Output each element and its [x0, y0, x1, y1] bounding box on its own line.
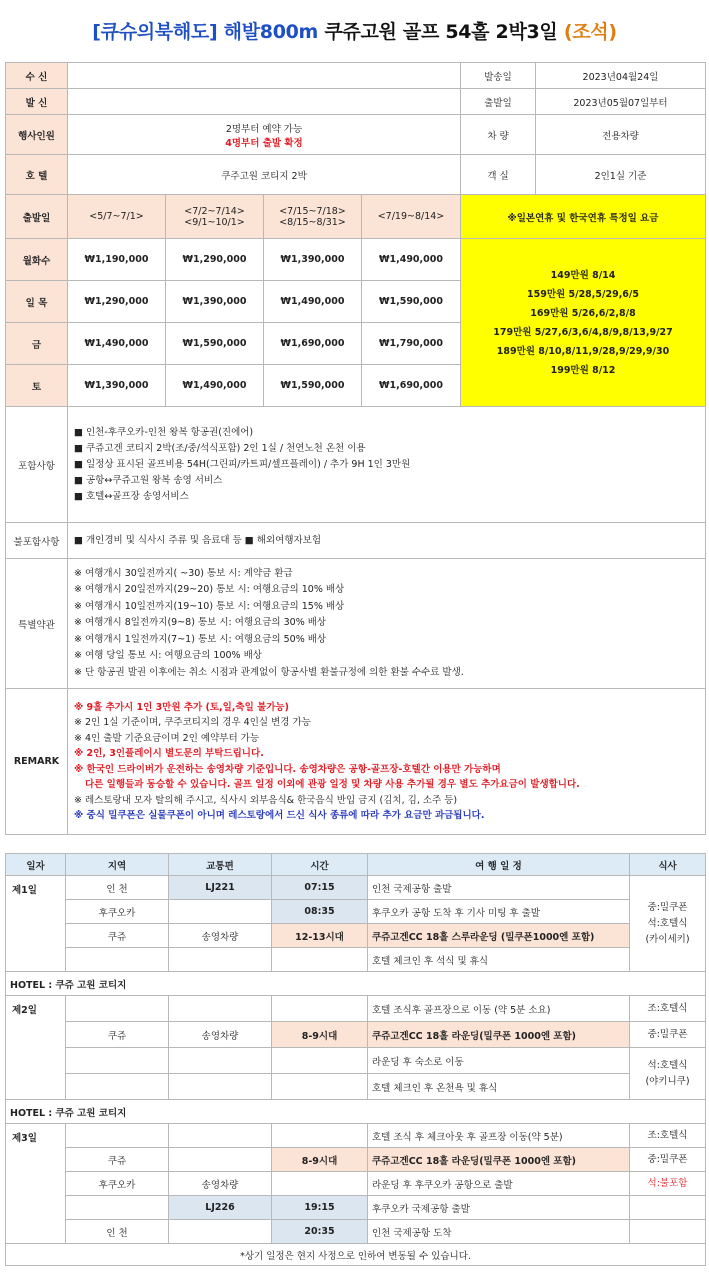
plan: 후쿠오카 국제공항 출발 — [368, 1196, 630, 1220]
period-2-line2: <9/1~10/1> — [184, 216, 245, 228]
page-title — [0, 14, 709, 50]
empty — [66, 948, 169, 972]
region: 인 천 — [66, 1220, 169, 1244]
time: 8-9시대 — [272, 1022, 368, 1048]
period-2 — [166, 195, 264, 239]
meal: (카이세키) — [645, 933, 690, 945]
plan: 쿠쥬고겐CC 18홀 스루라운딩 (밀쿠폰1000엔 포함) — [368, 924, 630, 948]
group-value — [68, 115, 461, 155]
empty — [66, 1124, 169, 1148]
terms-item: ※ 여행개시 30일전까지( ~30) 통보 시: 계약금 환급 — [74, 567, 293, 579]
empty — [272, 1124, 368, 1148]
transport: 송영차량 — [169, 1172, 272, 1196]
region: 후쿠오카 — [66, 900, 169, 924]
remark-label: REMARK — [6, 689, 68, 835]
header-transport: 교통편 — [169, 854, 272, 876]
empty — [169, 1074, 272, 1100]
period-3-line2: <8/15~8/31> — [279, 216, 346, 228]
recipient-label: 수 신 — [6, 63, 68, 89]
empty — [169, 1220, 272, 1244]
remark-item: ※ 한국인 드라이버가 운전하는 송영차량 기준입니다. 송영차량은 공항-골프장-호텔간 이용만 가능하며 — [74, 763, 501, 775]
vehicle-value: 전용차량 — [536, 115, 706, 155]
day-label: 제2일 — [6, 996, 66, 1100]
price-cell: ₩1,490,000 — [68, 323, 166, 365]
includes-item: ■ 일정상 표시된 골프비용 54H(그린피/카트피/셀프플레이) / 추가 9H 1인 3만원 — [74, 458, 411, 470]
price-cell: ₩1,590,000 — [264, 365, 362, 407]
meal: 중:밀쿠폰 — [630, 1022, 706, 1048]
meal: 석:불포함 — [630, 1172, 706, 1196]
price-cell: ₩1,790,000 — [362, 323, 461, 365]
region: 후쿠오카 — [66, 1172, 169, 1196]
vehicle-label: 차 량 — [461, 115, 536, 155]
sent-date-label: 발송일 — [461, 63, 536, 89]
empty — [272, 996, 368, 1022]
depart-date-value: 2023년05월07일부터 — [536, 89, 706, 115]
price-cell: ₩1,490,000 — [362, 239, 461, 281]
plan: 후쿠오카 공항 도착 후 기사 미팅 후 출발 — [368, 900, 630, 924]
empty — [66, 1196, 169, 1220]
flight: LJ221 — [169, 876, 272, 900]
meal: 석:호텔식 — [647, 917, 688, 929]
recipient-value — [68, 63, 461, 89]
sender-label: 발 신 — [6, 89, 68, 115]
excludes-label: 불포함사항 — [6, 523, 68, 559]
price-cell: ₩1,490,000 — [166, 365, 264, 407]
price-row-label: 금 — [6, 323, 68, 365]
price-cell: ₩1,290,000 — [68, 281, 166, 323]
excludes-text: ■ 개인경비 및 식사시 주류 및 음료대 등 ■ 해외여행자보험 — [68, 523, 706, 559]
remark-list — [68, 689, 706, 835]
time: 8-9시대 — [272, 1148, 368, 1172]
sender-value — [68, 89, 461, 115]
includes-item: ■ 쿠쥬고겐 코티지 2박(조/중/석식포함) 2인 1실 / 천연노천 온천 이용 — [74, 442, 366, 454]
footnote: *상기 일정은 현지 사정으로 인하여 변동될 수 있습니다. — [6, 1244, 706, 1266]
time: 12-13시대 — [272, 924, 368, 948]
price-cell: ₩1,290,000 — [166, 239, 264, 281]
remark-item: ※ 9홀 추가시 1인 3만원 추가 (토,일,축일 불가능) — [74, 701, 289, 713]
includes-list — [68, 407, 706, 523]
transport: 송영차량 — [169, 924, 272, 948]
price-cell: ₩1,390,000 — [68, 365, 166, 407]
plan: 라운딩 후 숙소로 이동 — [368, 1048, 630, 1074]
empty — [169, 1048, 272, 1074]
empty — [169, 1148, 272, 1172]
depart-date-label: 출발일 — [461, 89, 536, 115]
empty — [272, 1074, 368, 1100]
period-4-line: <7/19~8/14> — [377, 211, 445, 222]
meal: 중:밀쿠폰 — [647, 901, 688, 913]
includes-label: 포함사항 — [6, 407, 68, 523]
empty — [272, 1172, 368, 1196]
special-rate-item: 159만원 5/28,5/29,6/5 — [527, 288, 639, 300]
empty — [169, 996, 272, 1022]
terms-item: ※ 여행개시 1일전까지(7~1) 통보 시: 여행요금의 50% 배상 — [74, 633, 327, 645]
terms-label: 특별약관 — [6, 559, 68, 689]
remark-item: ※ 2인 1실 기준이며, 쿠주코티지의 경우 4인실 변경 가능 — [74, 717, 311, 728]
empty — [272, 948, 368, 972]
price-cell: ₩1,690,000 — [264, 323, 362, 365]
price-cell: ₩1,590,000 — [362, 281, 461, 323]
terms-item: ※ 여행 당일 통보 시: 여행요금의 100% 배상 — [74, 650, 262, 662]
period-4 — [362, 195, 461, 239]
transport: 송영차량 — [169, 1022, 272, 1048]
remark-item: 다른 일행들과 동승할 수 있습니다. 골프 일정 이외에 관광 일정 및 차량 사용 추가될 경우 별도 추가요금이 발생합니다. — [85, 779, 580, 790]
day-label: 제1일 — [6, 876, 66, 972]
time: 19:15 — [272, 1196, 368, 1220]
empty — [169, 900, 272, 924]
empty — [630, 1220, 706, 1244]
price-cell: ₩1,490,000 — [264, 281, 362, 323]
includes-item: ■ 호텔↔골프장 송영서비스 — [74, 490, 189, 502]
special-rate-title: ※일본연휴 및 한국연휴 특정일 요금 — [461, 195, 706, 239]
group-min: 2명부터 예약 가능 — [225, 123, 303, 135]
period-2-line1: <7/2~7/14> — [184, 205, 245, 217]
special-rate-item: 199만원 8/12 — [550, 364, 616, 376]
group-label: 행사인원 — [6, 115, 68, 155]
period-1 — [68, 195, 166, 239]
terms-item: ※ 여행개시 8일전까지(9~8) 통보 시: 여행요금의 30% 배상 — [74, 617, 327, 629]
time: 20:35 — [272, 1220, 368, 1244]
meal: 조:호텔식 — [630, 1124, 706, 1148]
special-rate-item: 149만원 8/14 — [550, 269, 616, 281]
hotel-value: 쿠주고원 코티지 2박 — [68, 155, 461, 195]
plan: 호텔 체크인 후 석식 및 휴식 — [368, 948, 630, 972]
terms-item: ※ 여행개시 20일전까지(29~20) 통보 시: 여행요금의 10% 배상 — [74, 584, 345, 596]
empty — [630, 1196, 706, 1220]
header-meal: 식사 — [630, 854, 706, 876]
remark-item: ※ 2인, 3인플레이시 별도문의 부탁드립니다. — [74, 748, 264, 759]
price-cell: ₩1,190,000 — [68, 239, 166, 281]
period-3 — [264, 195, 362, 239]
meals — [630, 1048, 706, 1100]
empty — [66, 1074, 169, 1100]
special-rate-item: 189만원 8/10,8/11,9/28,9/29,9/30 — [496, 345, 670, 357]
price-cell: ₩1,590,000 — [166, 323, 264, 365]
empty — [272, 1048, 368, 1074]
title-main: 쿠쥬고원 골프 54홀 2박3일 — [324, 21, 558, 43]
plan: 인천 국제공항 도착 — [368, 1220, 630, 1244]
meal: 석:호텔식 — [647, 1059, 688, 1071]
price-row-label: 토 — [6, 365, 68, 407]
terms-item: ※ 여행개시 10일전까지(19~10) 통보 시: 여행요금의 15% 배상 — [74, 600, 345, 612]
time: 07:15 — [272, 876, 368, 900]
price-depart-label: 출발일 — [6, 195, 68, 239]
special-rate-item: 179만원 5/27,6/3,6/4,8/9,8/13,9/27 — [493, 326, 673, 338]
price-row-label: 일 목 — [6, 281, 68, 323]
remark-item: ※ 4인 출발 기준요금이며 2인 예약부터 가능 — [74, 732, 259, 744]
header-region: 지역 — [66, 854, 169, 876]
header-plan: 여 행 일 정 — [368, 854, 630, 876]
meal: (야키니쿠) — [645, 1075, 690, 1087]
schedule-table — [5, 853, 706, 1266]
region: 쿠쥬 — [66, 1148, 169, 1172]
region: 쿠쥬 — [66, 924, 169, 948]
price-cell: ₩1,690,000 — [362, 365, 461, 407]
period-1-line: <5/7~7/1> — [89, 211, 144, 222]
meal: 조:호텔식 — [630, 996, 706, 1022]
group-confirm: 4명부터 출발 확정 — [225, 137, 303, 149]
hotel-row: HOTEL : 쿠쥬 고원 코티지 — [6, 972, 706, 996]
remark-item: ※ 중식 밀쿠폰은 실물쿠폰이 아니며 레스토랑에서 드신 식사 종류에 따라 추가 요금만 과금됩니다. — [74, 810, 485, 821]
time: 08:35 — [272, 900, 368, 924]
header-time: 시간 — [272, 854, 368, 876]
day-label: 제3일 — [6, 1124, 66, 1244]
sent-date-value: 2023년04월24일 — [536, 63, 706, 89]
plan: 쿠쥬고겐CC 18홀 라운딩(밀쿠폰 1000엔 포함) — [368, 1148, 630, 1172]
plan: 호텔 체크인 후 온천욕 및 휴식 — [368, 1074, 630, 1100]
hotel-row: HOTEL : 쿠쥬 고원 코티지 — [6, 1100, 706, 1124]
period-3-line1: <7/15~7/18> — [279, 205, 346, 217]
includes-item: ■ 공항↔쿠쥬고원 왕복 송영 서비스 — [74, 474, 223, 486]
price-row-label: 월화수 — [6, 239, 68, 281]
empty — [169, 1124, 272, 1148]
region: 쿠쥬 — [66, 1022, 169, 1048]
plan: 호텔 조식 후 체크아웃 후 골프장 이동(약 5분) — [368, 1124, 630, 1148]
title-meal: (조석) — [563, 21, 617, 43]
plan: 인천 국제공항 출발 — [368, 876, 630, 900]
includes-item: ■ 인천-후쿠오카-인천 왕복 항공권(진에어) — [74, 426, 254, 438]
meal: 중:밀쿠폰 — [630, 1148, 706, 1172]
price-cell: ₩1,390,000 — [166, 281, 264, 323]
region: 인 천 — [66, 876, 169, 900]
room-label: 객 실 — [461, 155, 536, 195]
special-rate-item: 169만원 5/26,6/2,8/8 — [530, 307, 636, 319]
terms-list — [68, 559, 706, 689]
terms-item: ※ 단 항공권 발권 이후에는 취소 시점과 관계없이 항공사별 환불규정에 의한 환불 수수료 발생. — [74, 666, 464, 678]
empty — [66, 1048, 169, 1074]
flight: LJ226 — [169, 1196, 272, 1220]
room-value: 2인1실 기준 — [536, 155, 706, 195]
empty — [169, 948, 272, 972]
meals — [630, 876, 706, 972]
plan: 호텔 조식후 골프장으로 이동 (약 5분 소요) — [368, 996, 630, 1022]
header-day: 일자 — [6, 854, 66, 876]
empty — [66, 996, 169, 1022]
price-cell: ₩1,390,000 — [264, 239, 362, 281]
plan: 라운딩 후 후쿠오카 공항으로 출발 — [368, 1172, 630, 1196]
remark-item: ※ 레스토랑내 모자 탈의해 주시고, 식사시 외부음식& 한국음식 반입 금지 (김치, 김, 소주 등) — [74, 794, 458, 806]
plan: 쿠쥬고겐CC 18홀 라운딩(밀쿠폰 1000엔 포함) — [368, 1022, 630, 1048]
title-tag: [큐슈의북해도] 해발800m — [92, 21, 319, 43]
special-rates — [461, 239, 706, 407]
hotel-label: 호 텔 — [6, 155, 68, 195]
info-table — [5, 62, 706, 835]
